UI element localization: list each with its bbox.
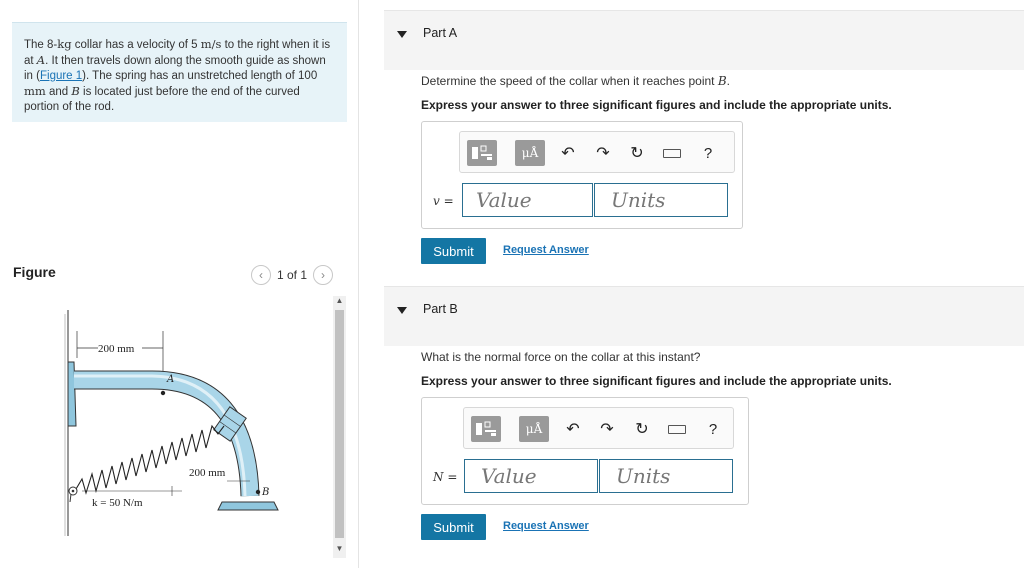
figure-heading: Figure xyxy=(13,264,56,280)
part-b-instructions: Express your answer to three significant figures and include the appropriate units. xyxy=(421,374,892,388)
templates-button[interactable] xyxy=(471,416,501,442)
problem-statement: The 8-kg collar has a velocity of 5 m/s to the right when it is at A. It then travels down along the smooth guide as shown in (Figure 1). The spring has an unstretched length of 100 mm and B is located just before the end of the curved portion of the rod. xyxy=(12,22,347,122)
dimension-side-label: 200 mm xyxy=(189,467,226,479)
part-a-header[interactable] xyxy=(384,10,1024,70)
figure-image xyxy=(62,296,334,562)
column-divider xyxy=(358,0,359,568)
undo-icon[interactable]: ↶ xyxy=(561,145,575,162)
prev-figure-button[interactable] xyxy=(251,265,271,285)
next-figure-button[interactable] xyxy=(313,265,333,285)
reset-icon[interactable]: ↻ xyxy=(630,145,644,162)
part-b-variable-label: N = xyxy=(433,470,458,484)
part-b-question: What is the normal force on the collar at this instant? xyxy=(421,350,701,364)
part-a-units-input[interactable]: Units xyxy=(594,183,728,217)
part-a-title: Part A xyxy=(423,26,458,40)
templates-icon xyxy=(475,421,497,437)
scroll-down-icon[interactable]: ▼ xyxy=(335,544,344,553)
chevron-left-icon: ‹ xyxy=(259,268,263,282)
keyboard-icon[interactable] xyxy=(663,149,681,158)
collapse-triangle-icon[interactable] xyxy=(397,31,407,38)
part-a-answer-box xyxy=(421,121,743,229)
part-a-request-answer-link[interactable]: Request Answer xyxy=(503,244,589,256)
redo-icon[interactable]: ↷ xyxy=(600,421,614,438)
spring-constant-label: k = 50 N/m xyxy=(92,497,143,509)
part-b-title: Part B xyxy=(423,302,458,316)
part-b-units-input[interactable]: Units xyxy=(599,459,733,493)
part-a-question: Determine the speed of the collar when it reaches point B. xyxy=(421,74,731,88)
redo-icon[interactable]: ↷ xyxy=(596,145,610,162)
figure-pager xyxy=(251,264,333,286)
figure-scrollbar[interactable] xyxy=(333,296,346,558)
part-b-submit-button[interactable]: Submit xyxy=(421,514,486,540)
templates-icon xyxy=(471,145,493,161)
label-a: A xyxy=(167,374,175,385)
help-icon[interactable]: ? xyxy=(703,144,713,162)
help-icon[interactable]: ? xyxy=(708,420,718,438)
reset-icon[interactable]: ↻ xyxy=(635,421,649,438)
dimension-top-label: 200 mm xyxy=(98,343,135,355)
part-a-instructions: Express your answer to three significant figures and include the appropriate units. xyxy=(421,98,892,112)
pager-count: 1 of 1 xyxy=(277,268,308,282)
units-symbol-button[interactable]: μÅ xyxy=(519,416,549,442)
units-symbol-button[interactable]: μÅ xyxy=(515,140,545,166)
part-a-submit-button[interactable]: Submit xyxy=(421,238,486,264)
undo-icon[interactable]: ↶ xyxy=(566,421,580,438)
part-b-request-answer-link[interactable]: Request Answer xyxy=(503,520,589,532)
part-a-variable-label: v = xyxy=(433,194,454,208)
templates-button[interactable] xyxy=(467,140,497,166)
part-a-toolbar xyxy=(459,131,735,173)
part-b-value-input[interactable]: Value xyxy=(464,459,598,493)
chevron-right-icon: › xyxy=(321,268,326,282)
keyboard-icon[interactable] xyxy=(668,425,686,434)
scroll-up-icon[interactable]: ▲ xyxy=(335,296,344,305)
label-b: B xyxy=(262,487,270,498)
part-b-header[interactable] xyxy=(384,286,1024,346)
scrollbar-thumb[interactable] xyxy=(335,310,344,538)
figure-link[interactable]: Figure 1 xyxy=(39,70,83,82)
part-a-value-input[interactable]: Value xyxy=(462,183,593,217)
part-b-answer-box xyxy=(421,397,749,505)
collapse-triangle-icon[interactable] xyxy=(397,307,407,314)
part-b-toolbar xyxy=(463,407,734,449)
